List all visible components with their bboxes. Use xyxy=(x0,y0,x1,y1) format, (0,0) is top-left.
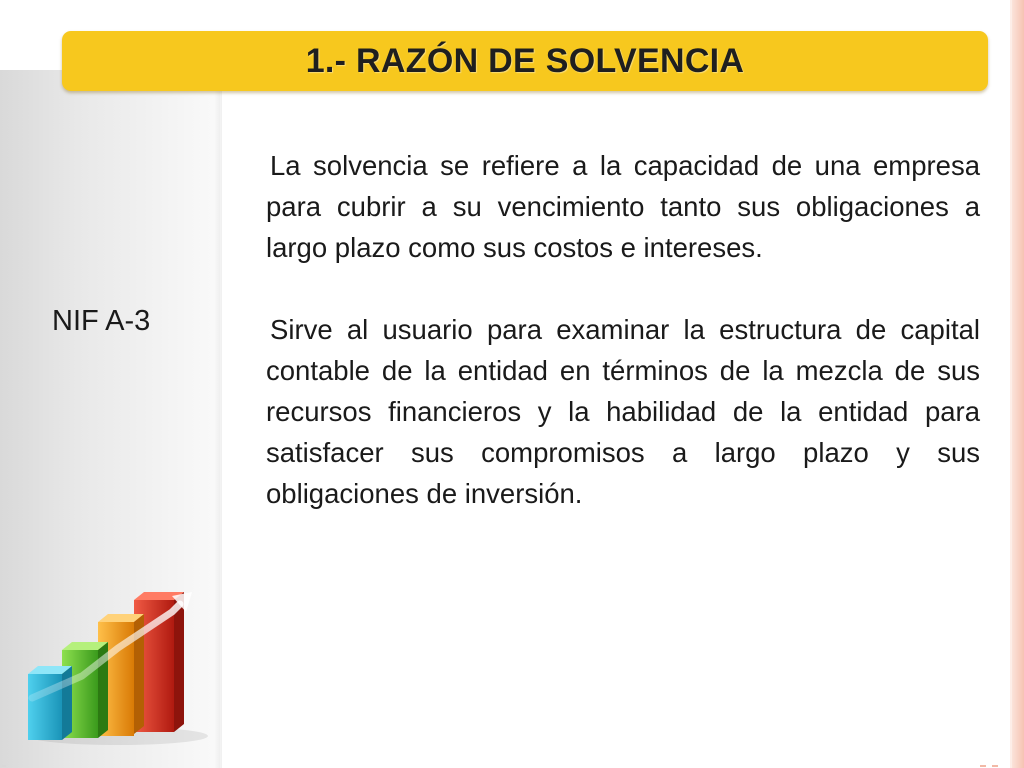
bar-chart-3d-icon xyxy=(22,578,214,748)
body-text xyxy=(266,145,980,514)
paragraph-solvencia: La solvencia se refiere a la capacidad de una empresa para cubrir a su vencimiento tanto sus obligaciones a largo plazo como sus costos e intereses. xyxy=(266,150,980,263)
slide-title: 1.- RAZÓN DE SOLVENCIA xyxy=(305,41,745,80)
paragraph-sirve: Sirve al usuario para examinar la estructura de capital contable de la entidad en términos de la mezcla de sus recursos financieros y la habilidad de la entidad para satisfacer sus compromisos a largo plazo y sus obligaciones de inversión. xyxy=(266,314,980,509)
title-bar xyxy=(62,31,988,91)
sidebar-shadow xyxy=(214,70,222,768)
bottom-decoration xyxy=(0,764,1024,768)
right-edge-border xyxy=(1012,0,1024,768)
nif-label: NIF A-3 xyxy=(52,305,151,337)
